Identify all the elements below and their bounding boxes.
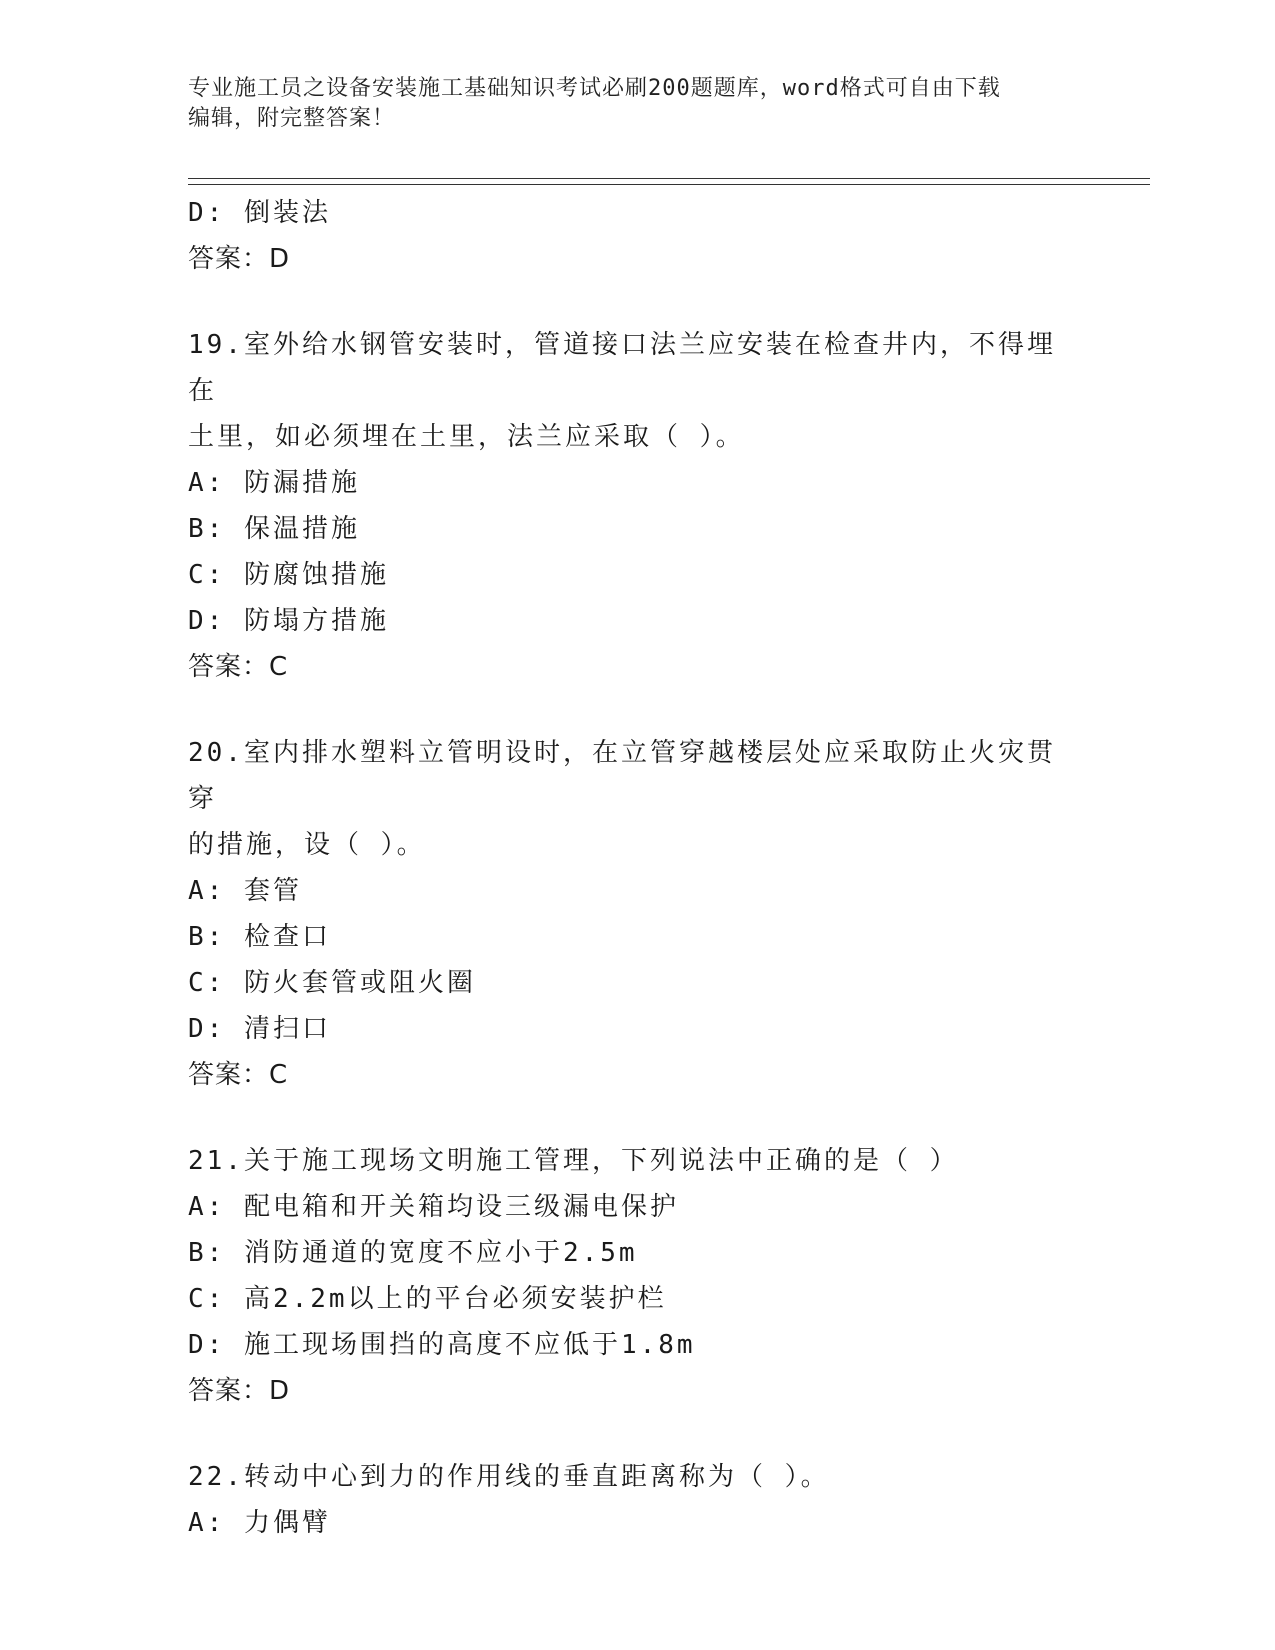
question-text-line-2: 土里，如必须埋在土里，法兰应采取（ ）。	[188, 422, 745, 452]
option-b: B: 保温措施	[188, 514, 360, 544]
question-text-line-1: 21.关于施工现场文明施工管理，下列说法中正确的是（ ）	[188, 1146, 959, 1176]
answer-line: 答案：C	[188, 652, 289, 682]
option-a: A: 套管	[188, 876, 302, 906]
option-b: B: 消防通道的宽度不应小于2.5m	[188, 1238, 638, 1268]
option-d: D: 清扫口	[188, 1014, 331, 1044]
option-a: A: 配电箱和开关箱均设三级漏电保护	[188, 1192, 679, 1222]
option-c: C: 防火套管或阻火圈	[188, 968, 476, 998]
option-d: D: 倒装法	[188, 198, 331, 228]
question-21	[188, 1138, 1088, 1414]
option-d: D: 施工现场围挡的高度不应低于1.8m	[188, 1330, 696, 1360]
header-title-line-1: 专业施工员之设备安装施工基础知识考试必刷200题题库，word格式可自由下载	[188, 76, 1001, 101]
question-20	[188, 730, 1088, 1098]
option-c: C: 高2.2m以上的平台必须安装护栏	[188, 1284, 667, 1314]
answer-line: 答案：C	[188, 1060, 289, 1090]
question-19	[188, 322, 1088, 690]
question-text-line-1: 22.转动中心到力的作用线的垂直距离称为（ ）。	[188, 1462, 830, 1492]
question-text-line-1: 20.室内排水塑料立管明设时，在立管穿越楼层处应采取防止火灾贯穿	[188, 738, 1056, 814]
option-a: A: 力偶臂	[188, 1508, 331, 1538]
option-a: A: 防漏措施	[188, 468, 360, 498]
option-d: D: 防塌方措施	[188, 606, 389, 636]
answer-line: 答案：D	[188, 244, 291, 274]
option-c: C: 防腐蚀措施	[188, 560, 389, 590]
answer-line: 答案：D	[188, 1376, 291, 1406]
question-text-line-1: 19.室外给水钢管安装时，管道接口法兰应安装在检查井内，不得埋在	[188, 330, 1056, 406]
header-divider	[188, 178, 1150, 185]
option-b: B: 检查口	[188, 922, 331, 952]
question-text-line-2: 的措施，设（ ）。	[188, 830, 426, 860]
header-title-line-2: 编辑，附完整答案！	[188, 106, 396, 131]
question-content	[188, 190, 1088, 1546]
question-22	[188, 1454, 1088, 1546]
page-header	[188, 74, 1088, 134]
previous-question-tail	[188, 190, 1088, 282]
